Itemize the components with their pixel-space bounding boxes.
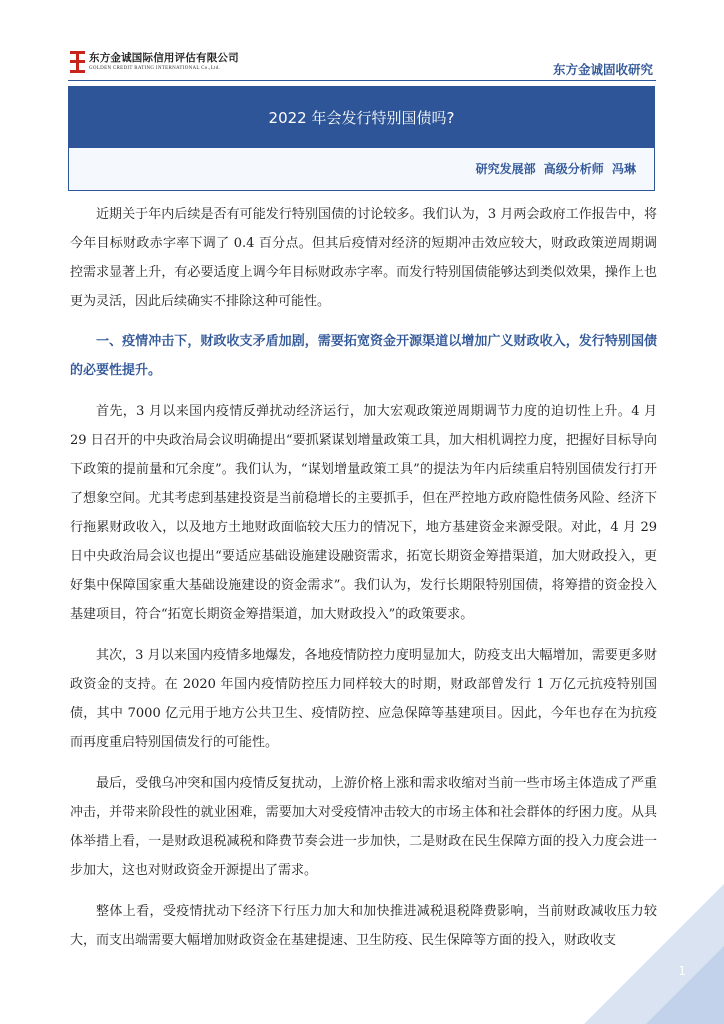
page-number: 1 bbox=[678, 964, 686, 978]
logo-mark-icon bbox=[70, 51, 85, 73]
section-heading-1: 一、疫情冲击下，财政收支矛盾加剧，需要拓宽资金开源渠道以增加广义财政收入，发行特别国债的必要性提升。 bbox=[70, 334, 657, 378]
body-paragraph-4: 整体上看，受疫情扰动下经济下行压力加大和加快推进减税退税降费影响，当前财政减收压力较大，而支出端需要大幅增加财政资金在基建提速、卫生防疫、民生保障等方面的投入，财政收支 bbox=[70, 904, 657, 948]
header-divider bbox=[68, 80, 656, 81]
author-line bbox=[476, 160, 636, 177]
company-logo bbox=[70, 50, 239, 74]
company-name-en: GOLDEN CREDIT RATING INTERNATIONAL Co.,Ltd. bbox=[89, 66, 221, 72]
corner-decoration-inner bbox=[646, 946, 724, 1024]
author-position: 高级分析师 bbox=[543, 162, 604, 176]
body-paragraph-3: 最后，受俄乌冲突和国内疫情反复扰动，上游价格上涨和需求收缩对当前一些市场主体造成了严重冲击，并带来阶段性的就业困难，需要加大对受疫情冲击较大的市场主体和社会群体的纾困力度。从具体举措上看，一是财政退税减税和降费节奏会进一步加快，二是财政在民生保障方面的投入力度会进一步加大，这也对财政资金开源提出了需求。 bbox=[70, 776, 657, 878]
author-name: 冯琳 bbox=[611, 162, 636, 176]
series-label: 东方金诚固收研究 bbox=[552, 62, 653, 77]
report-title: 2022 年会发行特别国债吗? bbox=[268, 108, 455, 127]
title-banner bbox=[68, 86, 655, 148]
author-box bbox=[68, 148, 655, 191]
body-paragraph-1: 首先，3 月以来国内疫情反弹扰动经济运行，加大宏观政策逆周期调节力度的迫切性上升。4 月 29 日召开的中央政治局会议明确提出“要抓紧谋划增量政策工具，加大相机调控力度，把握好目标导向下政策的提前量和冗余度”。我们认为，“谋划增量政策工具”的提法为年内后续重启特别国债发行打开了想象空间。尤其考虑到基建投资是当前稳增长的主要抓手，但在严控地方政府隐性债务风险、经济下行拖累财政收入，以及地方土地财政面临较大压力的情况下，地方基建资金来源受限。对此，4 月 29 日中央政治局会议也提出“要适应基础设施建设融资需求，拓宽长期资金筹措渠道，加大财政投入，更好集中保障国家重大基础设施建设的资金需求”。我们认为，发行长期限特别国债，将筹措的资金投入基建项目，符合“拓宽长期资金筹措渠道，加大财政投入”的政策要求。 bbox=[70, 404, 657, 622]
intro-paragraph: 近期关于年内后续是否有可能发行特别国债的讨论较多。我们认为，3 月两会政府工作报告中，将今年目标财政赤字率下调了 0.4 百分点。但其后疫情对经济的短期冲击效应较大，财政政策逆周期调控需求显著上升，有必要适度上调今年目标财政赤字率。而发行特别国债能够达到类似效果，操作上也更为灵活，因此后续确实不排除这种可能性。 bbox=[70, 207, 657, 309]
company-name-cn: 东方金诚国际信用评估有限公司 bbox=[89, 51, 239, 64]
author-department: 研究发展部 bbox=[475, 162, 536, 176]
body-paragraph-2: 其次，3 月以来国内疫情多地爆发，各地疫情防控力度明显加大，防疫支出大幅增加，需要更多财政资金的支持。在 2020 年国内疫情防控压力同样较大的时期，财政部曾发行 1 万亿元抗疫特别国债，其中 7000 亿元用于地方公共卫生、疫情防控、应急保障等基建项目。因此，今年也存在为抗疫而再度重启特别国债发行的可能性。 bbox=[70, 648, 657, 750]
report-body bbox=[70, 200, 657, 967]
